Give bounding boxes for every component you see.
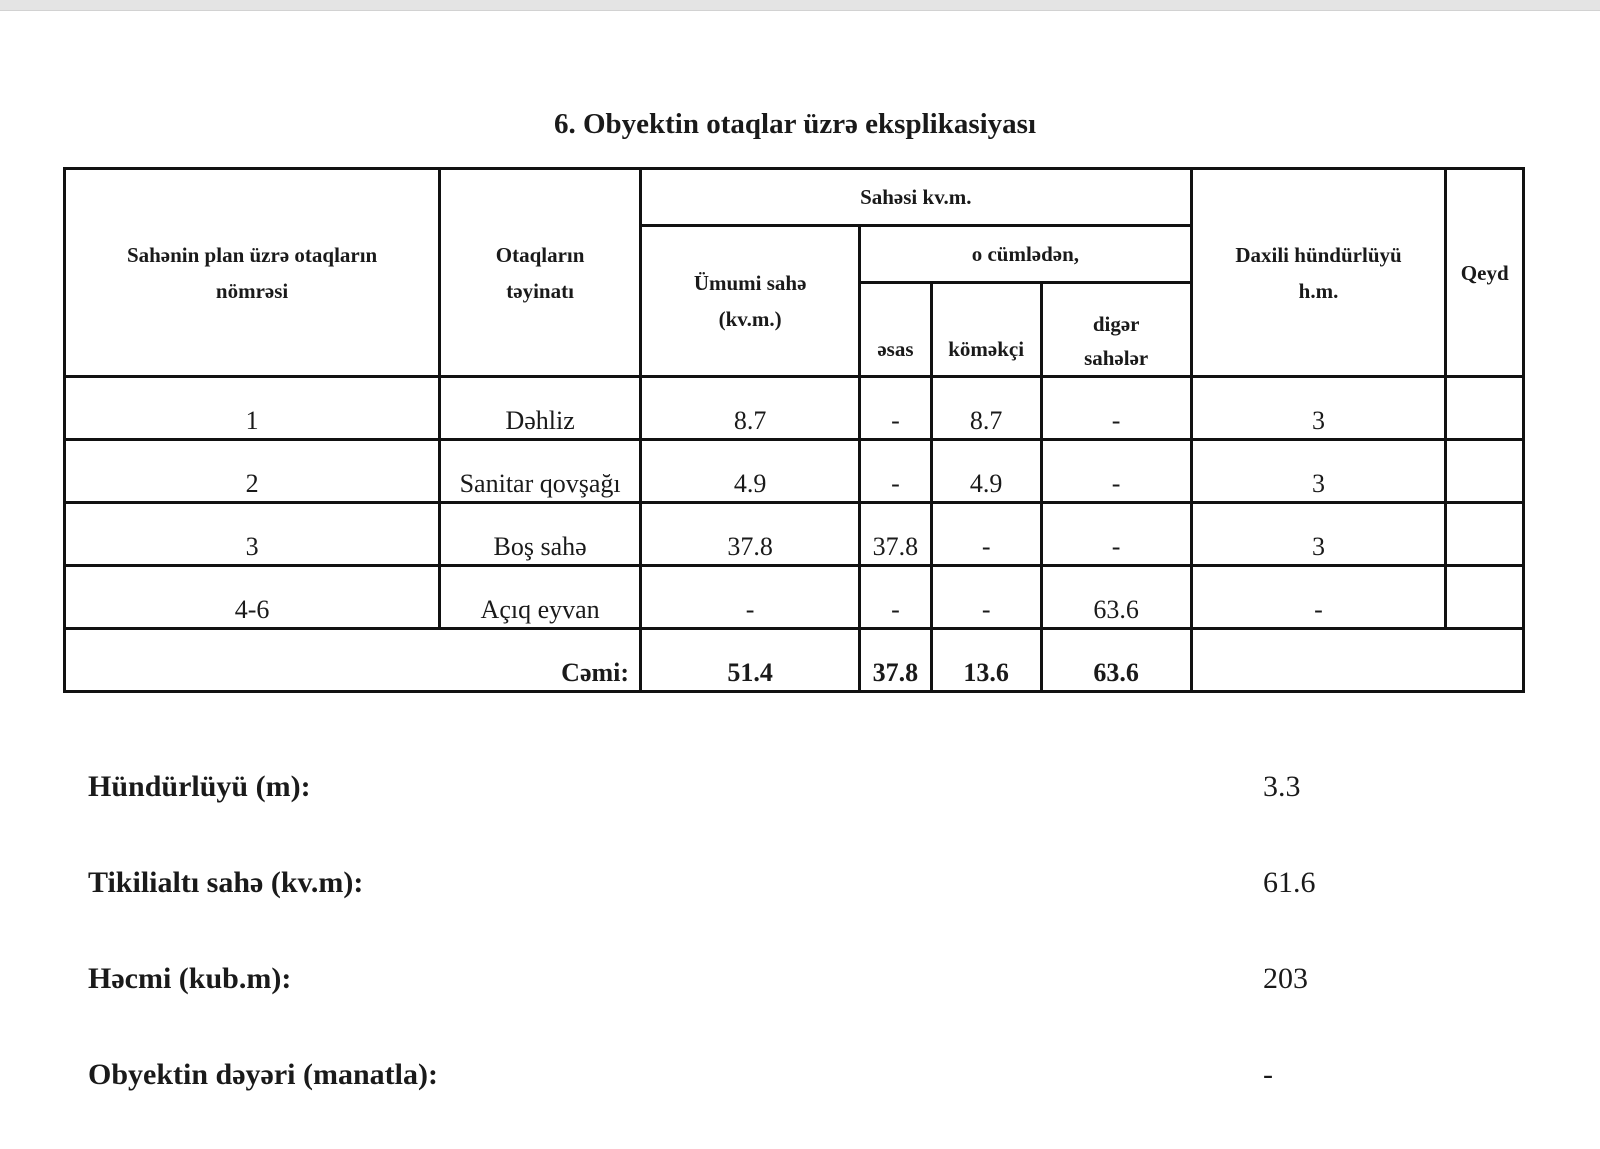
- cell-main: 37.8: [860, 503, 931, 566]
- header-row-1: [65, 169, 1524, 226]
- cell-purpose: Sanitar qovşağı: [440, 440, 641, 503]
- cell-total-area: 8.7: [641, 377, 860, 440]
- info-label: Hündürlüyü (m):: [88, 770, 311, 803]
- cell-total-area: 37.8: [641, 503, 860, 566]
- info-object-value: [88, 1058, 1538, 1098]
- viewer-top-bar: [0, 0, 1600, 11]
- cell-auxiliary: -: [931, 566, 1041, 629]
- cell-other: -: [1041, 503, 1191, 566]
- info-value: -: [1263, 1058, 1273, 1091]
- cell-auxiliary: -: [931, 503, 1041, 566]
- cell-inner-height: 3: [1191, 440, 1446, 503]
- info-value: 61.6: [1263, 866, 1316, 899]
- info-label: Həcmi (kub.m):: [88, 962, 292, 995]
- table-row: [65, 377, 1524, 440]
- section-title: 6. Obyektin otaqlar üzrə eksplikasiyası: [553, 108, 1037, 140]
- totals-label: Cəmi:: [65, 629, 641, 692]
- cell-inner-height: -: [1191, 566, 1446, 629]
- cell-room-number: 4-6: [65, 566, 440, 629]
- header-other: digər sahələr: [1041, 283, 1191, 377]
- cell-main: -: [860, 377, 931, 440]
- table-row: [65, 566, 1524, 629]
- info-footprint-area: [88, 866, 1538, 906]
- info-label: Obyektin dəyəri (manatla):: [88, 1058, 438, 1091]
- info-value: 3.3: [1263, 770, 1301, 803]
- totals-main: 37.8: [860, 629, 931, 692]
- cell-purpose: Açıq eyvan: [440, 566, 641, 629]
- header-area-group: Sahəsi kv.m.: [641, 169, 1192, 226]
- explication-table: [63, 167, 1525, 693]
- header-total-area: Ümumi sahə (kv.m.): [641, 226, 860, 377]
- table-row: [65, 440, 1524, 503]
- cell-inner-height: 3: [1191, 503, 1446, 566]
- cell-auxiliary: 4.9: [931, 440, 1041, 503]
- totals-empty: [1191, 629, 1523, 692]
- cell-note: [1446, 440, 1524, 503]
- cell-auxiliary: 8.7: [931, 377, 1041, 440]
- info-volume: [88, 962, 1538, 1002]
- table-row: [65, 503, 1524, 566]
- header-note: Qeyd: [1446, 169, 1524, 377]
- header-room-number: Sahənin plan üzrə otaqların nömrəsi: [65, 169, 440, 377]
- cell-main: -: [860, 566, 931, 629]
- cell-total-area: -: [641, 566, 860, 629]
- header-auxiliary: köməkçi: [931, 283, 1041, 377]
- header-including: o cümlədən,: [860, 226, 1191, 283]
- cell-total-area: 4.9: [641, 440, 860, 503]
- cell-note: [1446, 566, 1524, 629]
- info-height: [88, 770, 1538, 810]
- totals-other: 63.6: [1041, 629, 1191, 692]
- cell-room-number: 2: [65, 440, 440, 503]
- cell-main: -: [860, 440, 931, 503]
- totals-row: [65, 629, 1524, 692]
- cell-inner-height: 3: [1191, 377, 1446, 440]
- cell-room-number: 1: [65, 377, 440, 440]
- header-inner-height: Daxili hündürlüyü h.m.: [1191, 169, 1446, 377]
- cell-purpose: Dəhliz: [440, 377, 641, 440]
- cell-other: -: [1041, 377, 1191, 440]
- info-value: 203: [1263, 962, 1308, 995]
- cell-note: [1446, 377, 1524, 440]
- info-label: Tikilialtı sahə (kv.m):: [88, 866, 364, 899]
- cell-other: -: [1041, 440, 1191, 503]
- cell-purpose: Boş sahə: [440, 503, 641, 566]
- cell-other: 63.6: [1041, 566, 1191, 629]
- cell-note: [1446, 503, 1524, 566]
- header-purpose: Otaqların təyinatı: [440, 169, 641, 377]
- header-main: əsas: [860, 283, 931, 377]
- cell-room-number: 3: [65, 503, 440, 566]
- totals-auxiliary: 13.6: [931, 629, 1041, 692]
- totals-total-area: 51.4: [641, 629, 860, 692]
